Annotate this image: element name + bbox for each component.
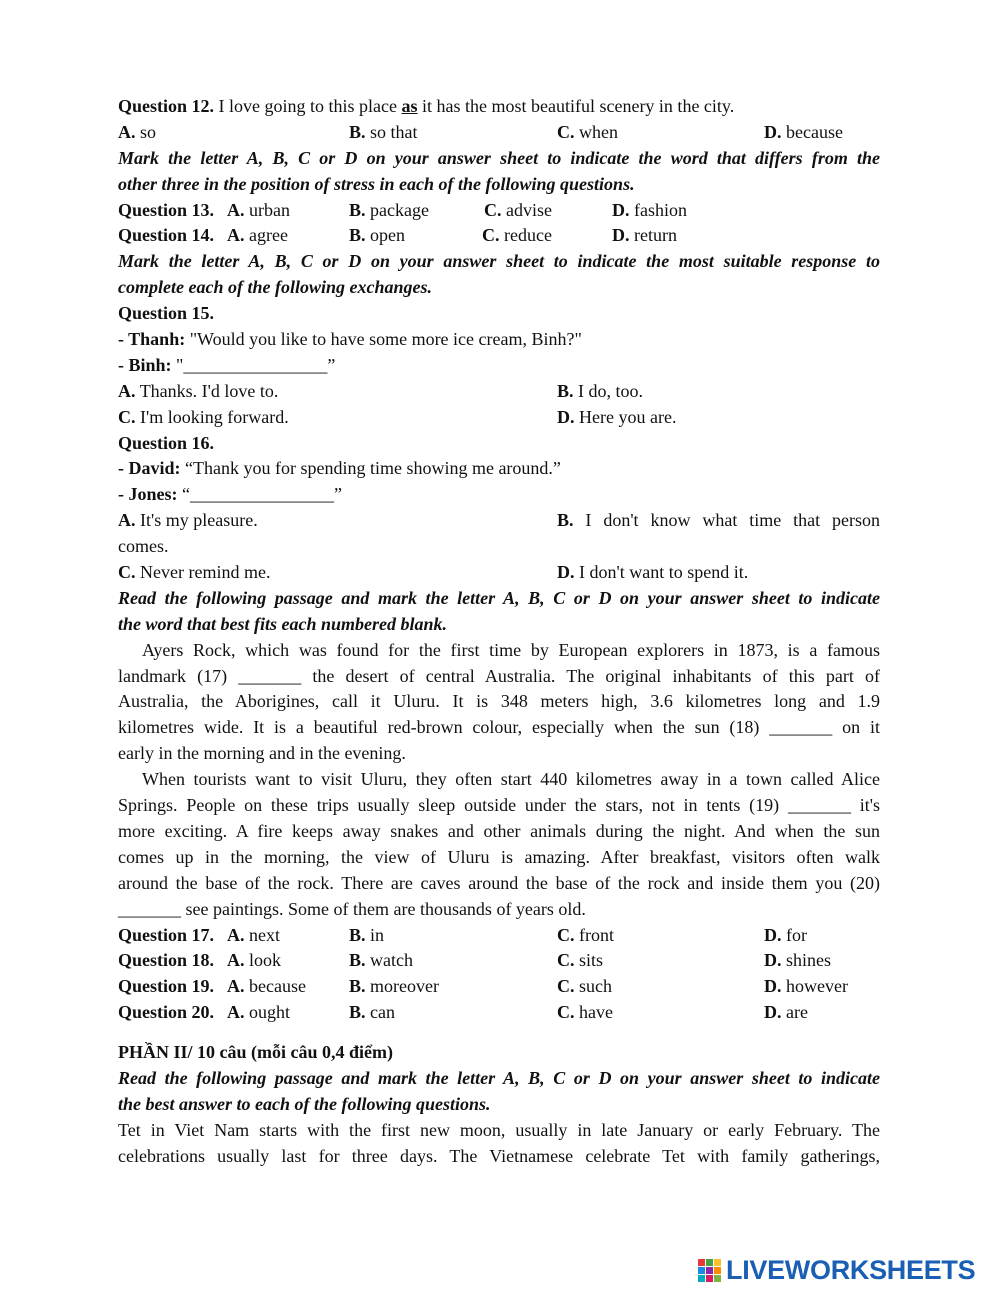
- question-15-options-cd: [118, 405, 880, 431]
- stem-text: it has the most beautiful scenery in the city.: [422, 96, 735, 116]
- passage-line: kilometres wide. It is a beautiful red-brown colour, especially when the sun (18) _______ on it: [118, 717, 880, 738]
- question-13: Question 13. A. urban B. package C. advise D. fashion: [118, 198, 880, 224]
- question-14: Question 14. A. agree B. open C. reduce D. return: [118, 223, 880, 249]
- instruction-reading-cont: the best answer to each of the following questions.: [118, 1093, 491, 1114]
- dialogue-line: - Binh: "________________”: [118, 354, 336, 375]
- section-heading: PHẦN II/ 10 câu (mỗi câu 0,4 điểm): [118, 1042, 393, 1063]
- dialogue-line: - Jones: “________________”: [118, 484, 342, 505]
- underlined-word: as: [401, 96, 418, 116]
- question-16-label: Question 16.: [118, 432, 215, 453]
- question-18: Question 18. A. look B. watch C. sits D. shines: [118, 948, 880, 974]
- question-15-label: Question 15.: [118, 303, 215, 324]
- logo-cell: [714, 1259, 721, 1266]
- option-b[interactable]: B. package: [349, 199, 429, 220]
- dialogue-line: - Thanh: "Would you like to have some more ice cream, Binh?": [118, 329, 582, 350]
- option-c[interactable]: C. advise: [484, 199, 552, 220]
- instruction-cloze-cont: the word that best fits each numbered blank.: [118, 613, 448, 634]
- question-17: Question 17. A. next B. in C. front D. for: [118, 923, 880, 949]
- passage-line: around the base of the rock. There are caves around the base of the rock and inside them you (20): [118, 872, 880, 893]
- option-a[interactable]: A. agree: [227, 225, 288, 246]
- option-b[interactable]: B. I do, too.: [557, 380, 644, 401]
- option-c[interactable]: C. I'm looking forward.: [118, 406, 289, 427]
- logo-cell: [698, 1267, 705, 1274]
- logo-cell: [714, 1275, 721, 1282]
- option-c[interactable]: C. such: [557, 976, 612, 997]
- passage-line: early in the morning and in the evening.: [118, 743, 406, 764]
- question-label: Question 12.: [118, 96, 215, 116]
- passage-line: celebrations usually last for three days. The Vietnamese celebrate Tet with family gatherings,: [118, 1145, 880, 1166]
- instruction-stress-cont: other three in the position of stress in each of the following questions.: [118, 173, 635, 194]
- option-b[interactable]: B. moreover: [349, 976, 439, 997]
- option-a[interactable]: A. next: [227, 924, 280, 945]
- option-c[interactable]: C. front: [557, 924, 614, 945]
- dialogue-line: - David: “Thank you for spending time showing me around.”: [118, 458, 561, 479]
- question-16-options-cd: [118, 560, 880, 586]
- option-b[interactable]: B. in: [349, 924, 385, 945]
- option-c[interactable]: C. Never remind me.: [118, 562, 271, 583]
- passage-line: Tet in Viet Nam starts with the first new moon, usually in late January or early February. The: [118, 1119, 880, 1140]
- option-d[interactable]: D. return: [612, 225, 677, 246]
- instruction-stress: Mark the letter A, B, C or D on your answer sheet to indicate the word that differs from the: [118, 147, 880, 168]
- instruction-reading: Read the following passage and mark the letter A, B, C or D on your answer sheet to indicate: [118, 1067, 880, 1088]
- passage-line: When tourists want to visit Uluru, they often start 440 kilometres away in a town called Alice: [142, 769, 880, 790]
- question-19: Question 19. A. because B. moreover C. such D. however: [118, 974, 880, 1000]
- option-a[interactable]: A. It's my pleasure.: [118, 510, 258, 531]
- instruction-cloze: Read the following passage and mark the letter A, B, C or D on your answer sheet to indicate: [118, 587, 880, 608]
- option-c[interactable]: C. reduce: [482, 225, 552, 246]
- logo-cell: [714, 1267, 721, 1274]
- option-c[interactable]: C. when: [557, 121, 618, 142]
- logo-cell: [706, 1267, 713, 1274]
- instruction-response-cont: complete each of the following exchanges.: [118, 277, 432, 298]
- option-a[interactable]: A. look: [227, 950, 282, 971]
- option-a[interactable]: A. Thanks. I'd love to.: [118, 380, 279, 401]
- passage-line: _______ see paintings. Some of them are thousands of years old.: [118, 898, 586, 919]
- question-16-options-ab: [118, 508, 880, 534]
- option-b[interactable]: B. can: [349, 1002, 395, 1023]
- option-d[interactable]: D. however: [764, 976, 848, 997]
- option-b[interactable]: B. watch: [349, 950, 413, 971]
- question-12-stem: [118, 94, 880, 120]
- logo-cell: [698, 1275, 705, 1282]
- option-a[interactable]: A. because: [227, 976, 306, 997]
- passage-line: Springs. People on these trips usually sleep outside under the stars, not in tents (19) _______ it's: [118, 795, 880, 816]
- question-12-options: [118, 120, 880, 146]
- option-d[interactable]: D. fashion: [612, 199, 687, 220]
- option-c[interactable]: C. sits: [557, 950, 604, 971]
- passage-line: Australia, the Aborigines, call it Uluru. It is 348 meters high, 3.6 kilometres long and 1.9: [118, 691, 880, 712]
- question-15-options-ab: [118, 379, 880, 405]
- option-d[interactable]: D. Here you are.: [557, 406, 677, 427]
- option-d[interactable]: D. for: [764, 924, 807, 945]
- option-a[interactable]: A. urban: [227, 199, 290, 220]
- passage-line: comes up in the morning, the view of Uluru is amazing. After breakfast, visitors often walk: [118, 846, 880, 867]
- logo-cell: [698, 1259, 705, 1266]
- liveworksheets-logo[interactable]: [698, 1255, 975, 1285]
- worksheet-page: [118, 94, 880, 1170]
- option-a[interactable]: A. ought: [227, 1002, 291, 1023]
- option-d[interactable]: D. because: [764, 121, 843, 142]
- option-c[interactable]: C. have: [557, 1002, 613, 1023]
- option-d[interactable]: D. are: [764, 1002, 808, 1023]
- stem-text: I love going to this place: [218, 96, 397, 116]
- instruction-response: Mark the letter A, B, C or D on your answer sheet to indicate the most suitable response to: [118, 251, 880, 272]
- option-b[interactable]: B. I don't know what time that person: [557, 510, 881, 531]
- option-d[interactable]: D. shines: [764, 950, 831, 971]
- option-b[interactable]: B. open: [349, 225, 406, 246]
- passage-line: more exciting. A fire keeps away snakes and other animals during the night. And when the sun: [118, 820, 880, 841]
- option-b[interactable]: B. so that: [349, 121, 418, 142]
- question-20: Question 20. A. ought B. can C. have D. are: [118, 1000, 880, 1026]
- passage-line: Ayers Rock, which was found for the first time by European explorers in 1873, is a famous: [142, 639, 880, 660]
- logo-cell: [706, 1275, 713, 1282]
- option-b-wrap[interactable]: comes.: [118, 536, 169, 557]
- logo-grid-icon: [698, 1259, 721, 1282]
- logo-text: LIVEWORKSHEETS: [726, 1254, 976, 1285]
- option-d[interactable]: D. I don't want to spend it.: [557, 562, 749, 583]
- passage-line: landmark (17) _______ the desert of central Australia. The original inhabitants of this part of: [118, 665, 880, 686]
- option-a[interactable]: A. so: [118, 121, 157, 142]
- logo-cell: [706, 1259, 713, 1266]
